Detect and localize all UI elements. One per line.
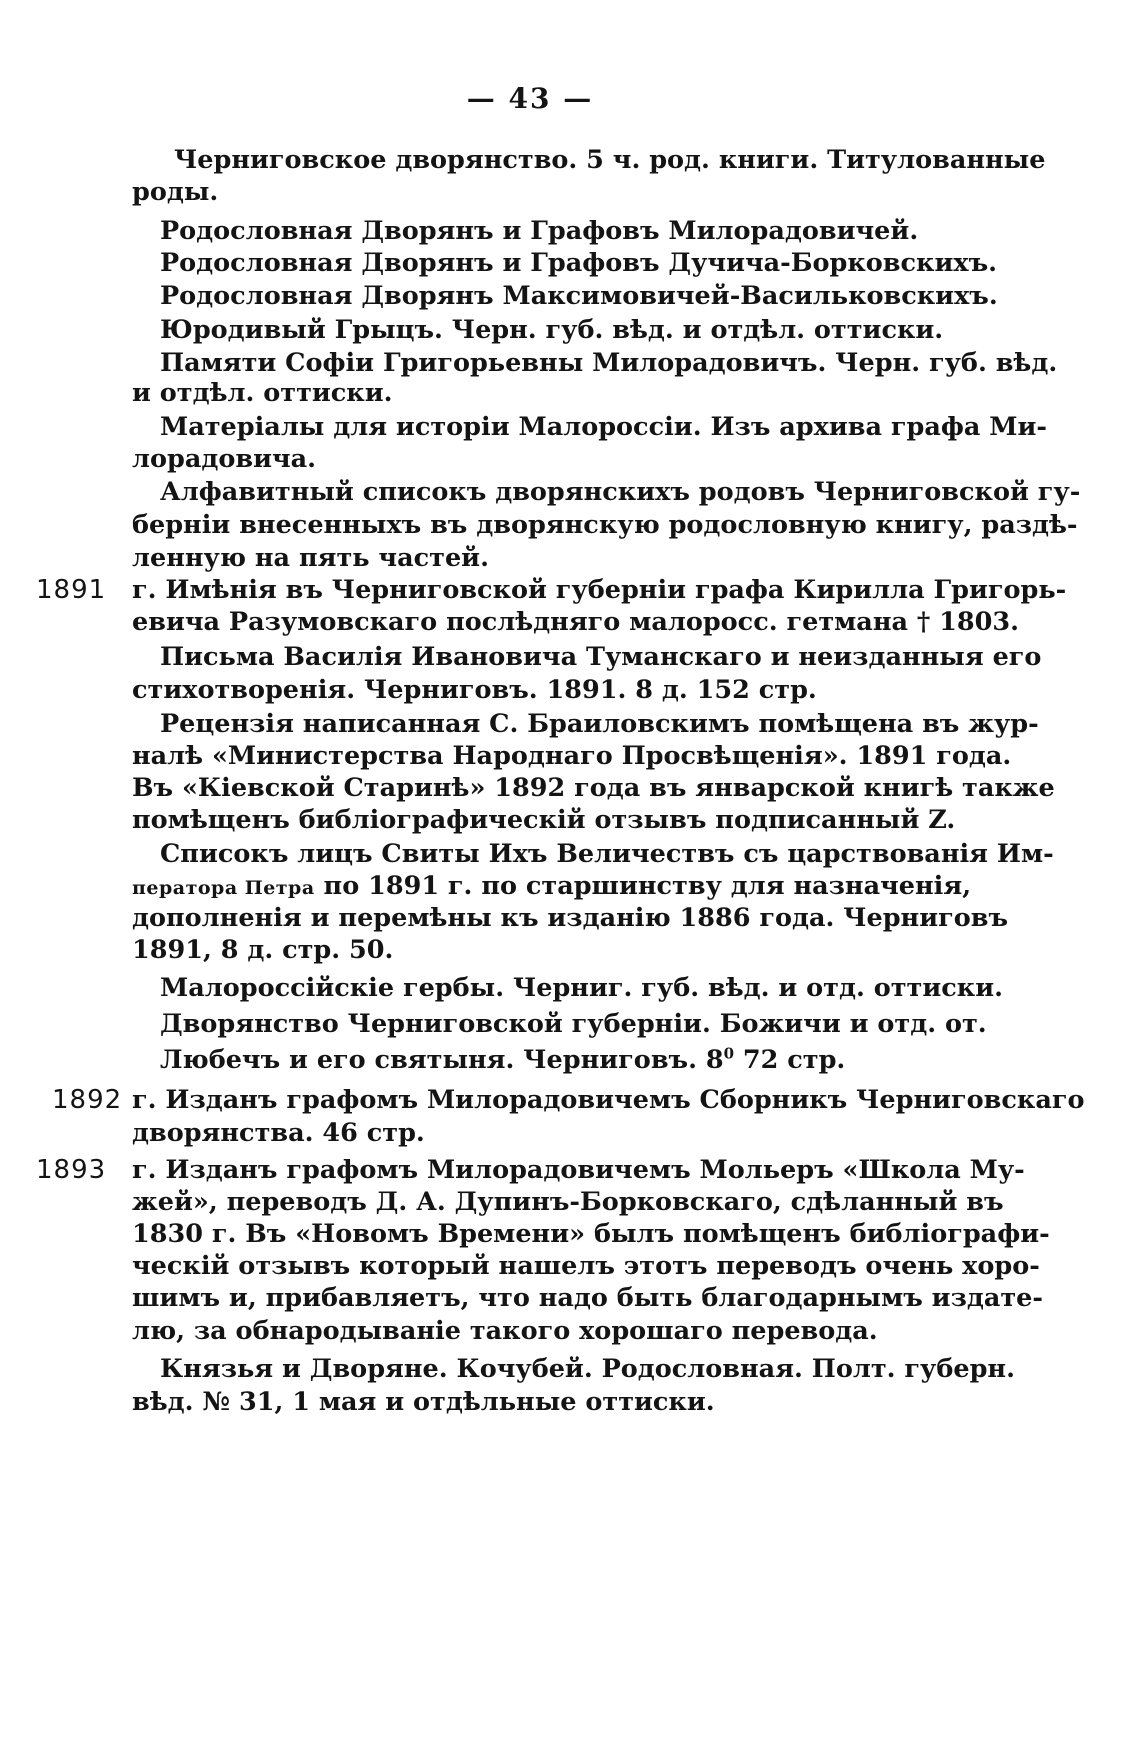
text-line: лорадовича. [132,444,317,474]
text-line: Письма Василія Ивановича Туманскаго и неизданныя его [160,642,1042,672]
text-line: ленную на пять частей. [132,543,489,573]
text-line: жей», переводъ Д. А. Дупинъ-Борковскаго, сдѣланный въ [132,1187,1004,1217]
text-line: шимъ и, прибавляетъ, что надо быть благодарнымъ издате- [132,1283,1043,1313]
text-line: евича Разумовскаго послѣдняго малоросс. гетмана † 1803. [132,607,1019,637]
text-line: 1830 г. Въ «Новомъ Времени» былъ помѣщенъ библіографи- [132,1219,1050,1249]
small-caps-name: ператора Петра [132,877,315,899]
text-line: Юродивый Грыцъ. Черн. губ. вѣд. и отдѣл. оттиски. [160,315,944,345]
format-superscript: 0 [723,1044,735,1063]
text-line: Князья и Дворяне. Кочубей. Родословная. Полт. губерн. [160,1354,1015,1384]
text-line: Рецензія написанная С. Браиловскимъ помѣщена въ жур- [160,709,1039,739]
text-line: Матеріалы для исторіи Малороссіи. Изъ архива графа Ми- [160,412,1047,442]
year-marker: 1891 [36,575,107,605]
text-line: Списокъ лицъ Свиты Ихъ Величествъ съ царствованія Им- [160,839,1054,869]
text-line: вѣд. № 31, 1 мая и отдѣльные оттиски. [132,1387,715,1417]
text-line: г. Имѣнія въ Черниговской губерніи графа Кирилла Григорь- [132,575,1067,605]
text-line: Черниговское дворянство. 5 ч. род. книги. Титулованные [174,145,1046,175]
text-line: Родословная Дворянъ и Графовъ Милорадовичей. [160,216,919,246]
text-line: Родословная Дворянъ и Графовъ Дучича-Борковскихъ. [160,248,998,278]
text-line: берніи внесенныхъ въ дворянскую родословную книгу, раздѣ- [132,510,1078,540]
text-line: г. Изданъ графомъ Милорадовичемъ Сборникъ Черниговскаго [132,1085,1085,1115]
text-line: лю, за обнародываніе такого хорошаго перевода. [132,1316,878,1346]
text-line: Малороссійскіе гербы. Черниг. губ. вѣд. и отд. оттиски. [160,973,1003,1003]
text-line [160,1040,845,1080]
text-run: Любечъ и его святыня. Черниговъ. 8 [160,1045,724,1075]
text-line: Родословная Дворянъ Максимовичей-Васильковскихъ. [160,281,998,311]
text-line: помѣщенъ библіографическій отзывъ подписанный Z. [132,805,956,835]
page-number: — 43 — [466,82,594,115]
text-line: Алфавитный списокъ дворянскихъ родовъ Черниговской гу- [160,477,1081,507]
text-run: 72 стр. [734,1045,846,1075]
text-line: дворянства. 46 стр. [132,1118,425,1148]
text-run: по 1891 г. по старшинству для назначенія, [314,871,972,901]
text-line: и отдѣл. оттиски. [132,378,393,408]
text-line: налѣ «Министерства Народнаго Просвѣщенія». 1891 года. [132,741,1012,771]
text-line: Въ «Кіевской Старинѣ» 1892 года въ январской книгѣ также [132,773,1055,803]
year-marker: 1892 [52,1085,123,1115]
text-line: роды. [132,177,219,207]
text-line: стихотворенія. Черниговъ. 1891. 8 д. 152 стр. [132,675,817,705]
text-line: Памяти Софіи Григорьевны Милорадовичъ. Черн. губ. вѣд. [160,348,1058,378]
year-marker: 1893 [36,1155,107,1185]
text-line: г. Изданъ графомъ Милорадовичемъ Мольеръ «Школа Му- [132,1155,1025,1185]
text-line: 1891, 8 д. стр. 50. [132,935,394,965]
text-line: Дворянство Черниговской губерніи. Божичи и отд. от. [160,1009,987,1039]
text-line: ческій отзывъ который нашелъ этотъ переводъ очень хоро- [132,1251,1040,1281]
text-line: дополненія и перемѣны къ изданію 1886 года. Черниговъ [132,903,1009,933]
